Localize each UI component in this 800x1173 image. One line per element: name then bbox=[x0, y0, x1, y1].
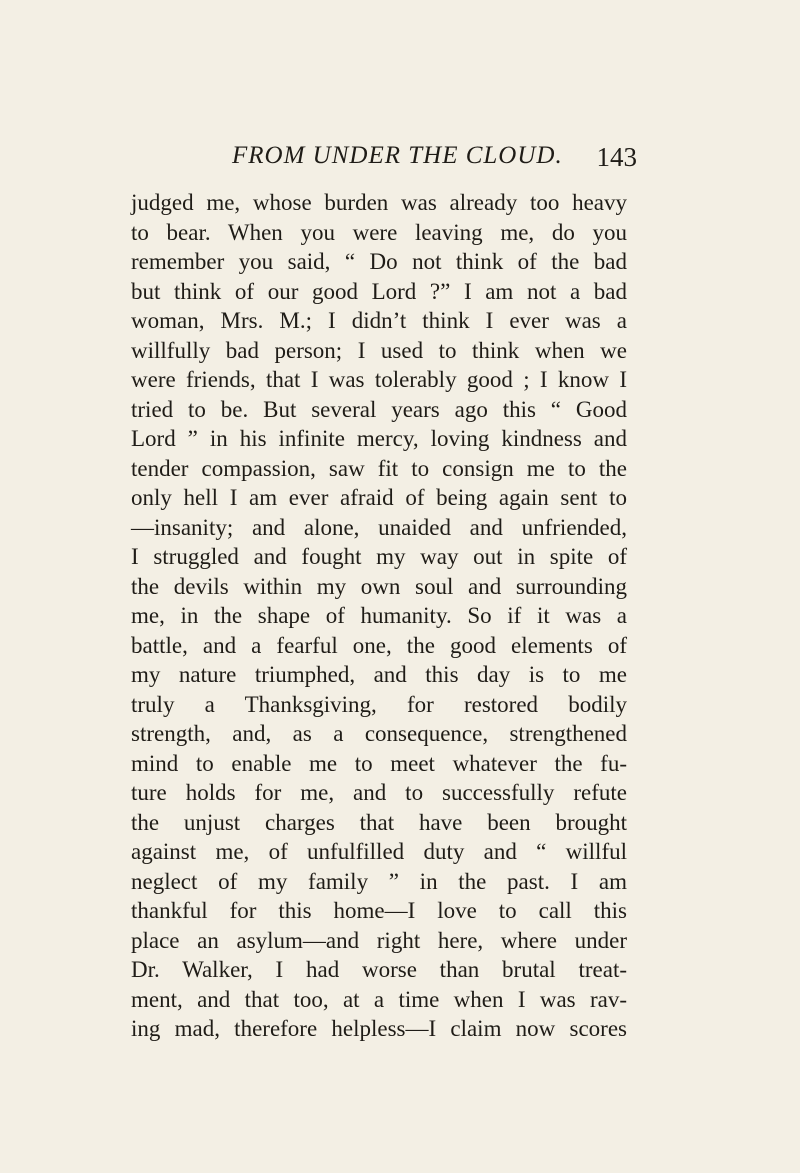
page-number: 143 bbox=[596, 142, 637, 172]
text-line: ture holds for me, and to successfully refute bbox=[131, 780, 627, 805]
running-header bbox=[232, 142, 577, 170]
body-text bbox=[131, 188, 627, 1044]
text-line: truly a Thanksgiving, for restored bodily bbox=[131, 691, 627, 717]
text-line: but think of our good Lord ?” I am not a bad bbox=[131, 278, 627, 304]
text-line: tried to be. But several years ago this “ Good bbox=[131, 396, 627, 422]
text-line: tender compassion, saw fit to consign me to the bbox=[131, 455, 627, 481]
text-line: my nature triumphed, and this day is to me bbox=[131, 662, 627, 687]
text-line: against me, of unfulfilled duty and “ willful bbox=[131, 839, 627, 864]
text-line: only hell I am ever afraid of being again sent to bbox=[131, 485, 627, 510]
text-line: place an asylum—and right here, where under bbox=[131, 927, 627, 953]
text-line: ing mad, therefore helpless—I claim now scores bbox=[131, 1016, 627, 1041]
text-line: woman, Mrs. M.; I didn’t think I ever was a bbox=[131, 308, 627, 333]
text-line: —insanity; and alone, unaided and unfriended, bbox=[131, 514, 627, 540]
text-line: me, in the shape of humanity. So if it was a bbox=[131, 603, 627, 628]
text-line: Lord ” in his infinite mercy, loving kindness and bbox=[131, 426, 627, 451]
text-line: strength, and, as a consequence, strengthened bbox=[131, 721, 627, 746]
text-line: neglect of my family ” in the past. I am bbox=[131, 868, 627, 894]
text-line: mind to enable me to meet whatever the fu- bbox=[131, 750, 627, 776]
text-line: the devils within my own soul and surrounding bbox=[131, 573, 627, 599]
text-line: I struggled and fought my way out in spite of bbox=[131, 544, 627, 569]
text-line: to bear. When you were leaving me, do you bbox=[131, 219, 627, 245]
text-line: remember you said, “ Do not think of the bad bbox=[131, 249, 627, 274]
text-line: Dr. Walker, I had worse than brutal treat- bbox=[131, 957, 627, 982]
text-line: thankful for this home—I love to call this bbox=[131, 898, 627, 923]
text-line: judged me, whose burden was already too heavy bbox=[131, 190, 627, 215]
text-line: battle, and a fearful one, the good elements of bbox=[131, 632, 627, 658]
text-line: were friends, that I was tolerably good ; I know I bbox=[131, 367, 627, 392]
text-line: ment, and that too, at a time when I was rav- bbox=[131, 986, 627, 1012]
text-line: willfully bad person; I used to think when we bbox=[131, 337, 627, 363]
running-title: FROM UNDER THE CLOUD. bbox=[232, 142, 563, 169]
text-line: the unjust charges that have been brought bbox=[131, 809, 627, 835]
